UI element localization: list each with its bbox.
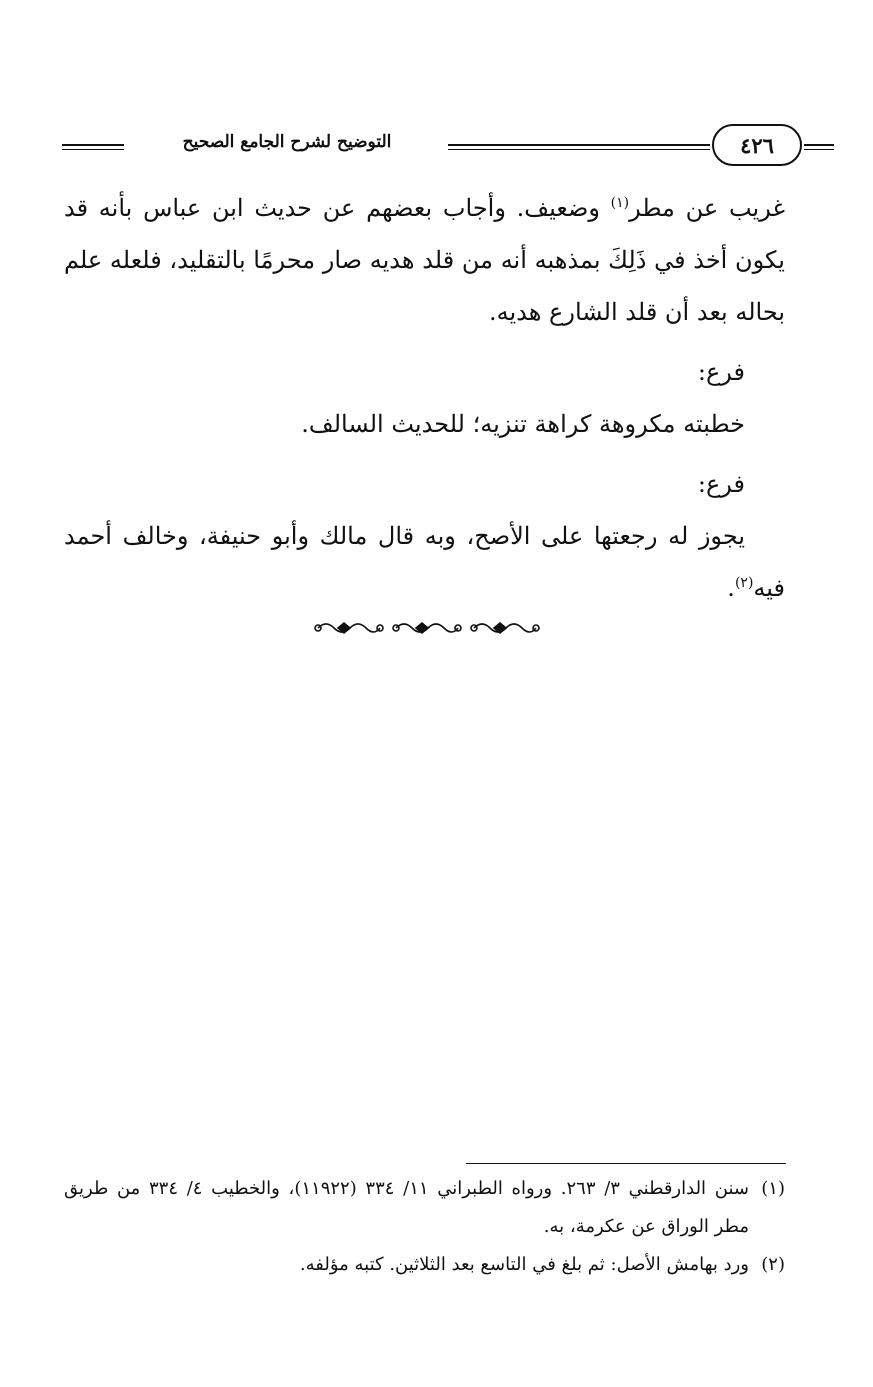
footnote-number: (٢) (761, 1254, 785, 1275)
paragraph-1-rest: وضعيف. وأجاب بعضهم عن حديث ابن عباس بأنه قد يكون أخذ في ذَلِكَ بمذهبه أنه من قلد هديه صار محرمًا بالتقليد، فلعله علم بحاله بعد أن قلد الشارع هديه. (64, 194, 785, 326)
header-rule-middle (448, 144, 710, 150)
ornament-motif-left (315, 623, 383, 633)
paragraph-1 (64, 182, 785, 338)
footnote-number: (١) (761, 1178, 785, 1199)
footnote-text: ورد بهامش الأصل: ثم بلغ في التاسع بعد الثلاثين. كتبه مؤلفه. (299, 1254, 749, 1275)
footnote-ref-2: (٢) (734, 575, 754, 591)
footnote-text: سنن الدارقطني ٣/ ٢٦٣. ورواه الطبراني ١١/ ٣٣٤ (١١٩٢٢)، والخطيب ٤/ ٣٣٤ من طريق مطر الوراق عن عكرمة، به. (64, 1178, 749, 1237)
footnote-separator (466, 1163, 786, 1164)
section-heading-2: فرع: (697, 470, 745, 498)
paragraph-2: خطبته مكروهة كراهة تنزيه؛ للحديث السالف. (301, 410, 745, 438)
paragraph-3 (64, 510, 785, 614)
section-heading-1: فرع: (697, 358, 745, 386)
footnotes (64, 1170, 785, 1284)
footnote-ref-1: (١) (610, 195, 630, 211)
running-title: التوضيح لشرح الجامع الصحيح (182, 132, 392, 152)
footnote-2 (64, 1246, 785, 1284)
ornament-motif-right (471, 623, 539, 633)
running-header (62, 122, 785, 170)
paragraph-3-end: . (727, 574, 735, 602)
footnote-1 (64, 1170, 785, 1246)
page-number: ٤٢٦ (712, 124, 802, 166)
paragraph-3-text: يجوز له رجعتها على الأصح، وبه قال مالك وأبو حنيفة، وخالف أحمد فيه (64, 522, 785, 602)
ornament-motif-middle (393, 623, 461, 633)
header-rule-left (62, 144, 124, 150)
paragraph-1-start: غريب عن مطر (629, 194, 786, 222)
decorative-divider-icon (310, 610, 550, 646)
main-text (64, 182, 785, 614)
header-rule-right (804, 144, 834, 150)
